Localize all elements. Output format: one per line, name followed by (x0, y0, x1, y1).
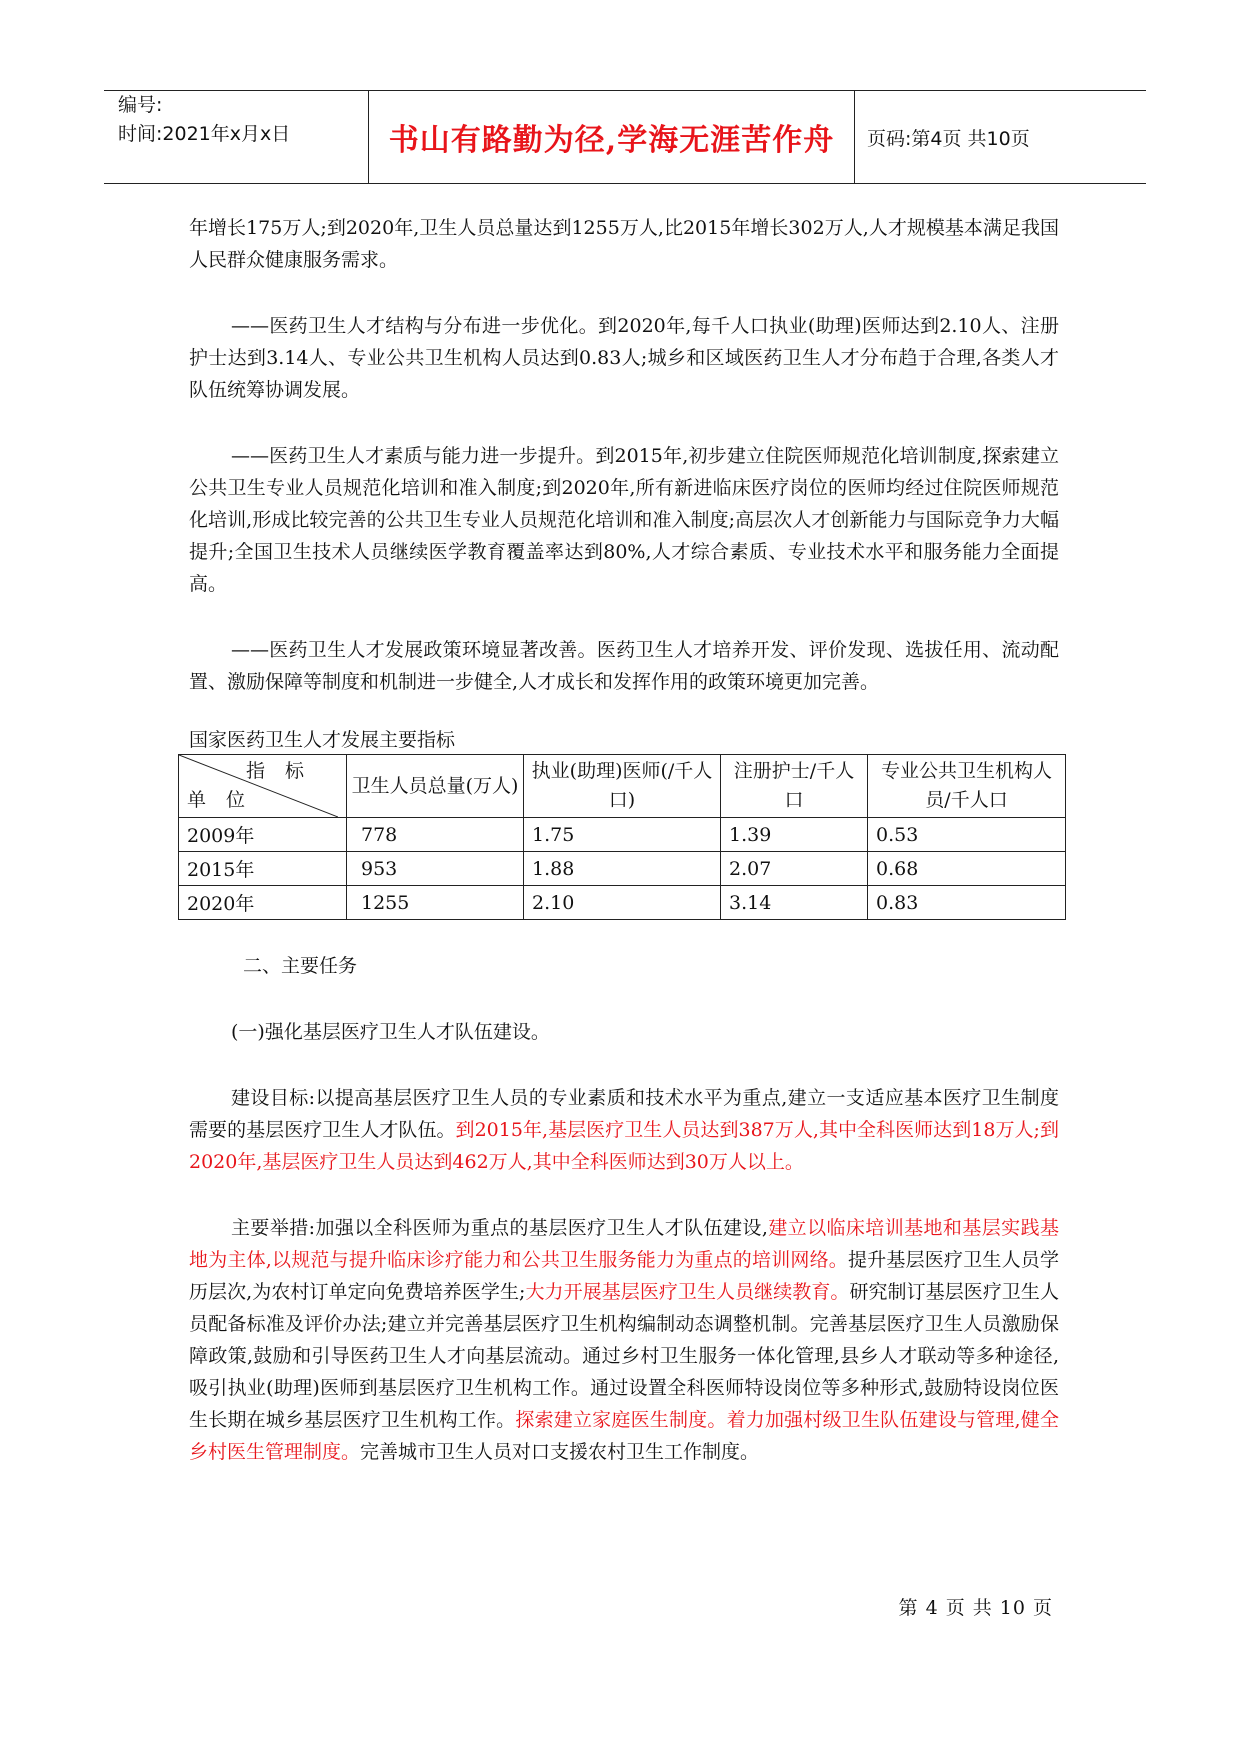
table-cell: 778 (347, 818, 524, 852)
goal-paragraph (189, 1082, 1059, 1178)
table-title: 国家医药卫生人才发展主要指标 (189, 729, 456, 751)
paragraph-3: ——医药卫生人才素质与能力进一步提升。到2015年,初步建立住院医师规范化培训制度,探索建立公共卫生专业人员规范化培训和准入制度;到2020年,所有新进临床医疗岗位的医师均经过住院医师规范化培训,形成比较完善的公共卫生专业人员规范化培训和准入制度;高层次人才创新能力与国际竞争力大幅提升;全国卫生技术人员继续医学教育覆盖率达到80%,人才综合素质、专业技术水平和服务能力全面提高。 (189, 445, 1059, 595)
table-header-cell: 专业公共卫生机构人员/千人口 (868, 755, 1066, 818)
serial-label: 编号: (118, 94, 163, 116)
table-header-cell: 注册护士/千人口 (721, 755, 868, 818)
measure-highlight: 建立以临床培训基地和基层实践基地为主体,以规范与提升临床诊疗能力和公共卫生服务能力为重点的培训网络。 (189, 1217, 1059, 1271)
goal-text: 建设目标:以提高基层医疗卫生人员的专业素质和技术水平为重点,建立一支适应基本医疗卫生制度需要的基层医疗卫生人才队伍。 (189, 1087, 1059, 1141)
measure-text: 完善城市卫生人员对口支援农村卫生工作制度。 (360, 1441, 760, 1463)
paragraph-4: ——医药卫生人才发展政策环境显著改善。医药卫生人才培养开发、评价发现、选拔任用、流动配置、激励保障等制度和机制进一步健全,人才成长和发挥作用的政策环境更加完善。 (189, 639, 1059, 693)
table-corner-cell (179, 755, 347, 818)
motto: 书山有路勤为径,学海无涯苦作舟 (368, 91, 855, 183)
measure-text: 提升基层医疗卫生人员学历层次,为农村订单定向免费培养医学生; (189, 1249, 1059, 1303)
table-cell: 0.83 (868, 886, 1066, 920)
page-label: 页码:第4页 共10页 (867, 127, 1030, 150)
table-cell: 2.07 (721, 852, 868, 886)
table-cell: 0.53 (868, 818, 1066, 852)
corner-bottom-label: 单位 (187, 789, 266, 811)
measures-paragraph (189, 1212, 1059, 1468)
table-cell: 1.39 (721, 818, 868, 852)
paragraph-1: 年增长175万人;到2020年,卫生人员总量达到1255万人,比2015年增长302万人,人才规模基本满足我国人民群众健康服务需求。 (189, 217, 1059, 271)
measure-highlight: 大力开展基层医疗卫生人员继续教育。 (525, 1281, 850, 1303)
table-cell: 2020年 (179, 886, 347, 920)
table-header-cell: 执业(助理)医师(/千人口) (524, 755, 721, 818)
table-cell: 3.14 (721, 886, 868, 920)
table-row (179, 818, 1066, 852)
table-header-cell: 卫生人员总量(万人) (347, 755, 524, 818)
table-cell: 953 (347, 852, 524, 886)
measure-text: 研究制订基层医疗卫生人员配备标准及评价办法;建立并完善基层医疗卫生机构编制动态调整机制。完善基层医疗卫生人员激励保障政策,鼓励和引导医药卫生人才向基层流动。通过乡村卫生服务一体化管理,县乡人才联动等多种途径,吸引执业(助理)医师到基层医疗卫生机构工作。通过设置全科医师特设岗位等多种形式,鼓励特设岗位医生长期在城乡基层医疗卫生机构工作。 (189, 1281, 1059, 1431)
header-left-cell (104, 91, 368, 183)
table-row (179, 886, 1066, 920)
table-cell: 2015年 (179, 852, 347, 886)
section-heading: 二、主要任务 (243, 955, 358, 977)
page-header (104, 90, 1146, 184)
document-body (189, 212, 1059, 1468)
table-cell: 1255 (347, 886, 524, 920)
corner-top-label: 指标 (245, 760, 324, 782)
measure-text: 主要举措:加强以全科医师为重点的基层医疗卫生人才队伍建设, (231, 1217, 768, 1239)
table-cell: 2009年 (179, 818, 347, 852)
indicator-table (178, 754, 1066, 920)
table-header-row (179, 755, 1066, 818)
subsection-heading: (一)强化基层医疗卫生人才队伍建设。 (231, 1021, 550, 1043)
table-cell: 1.88 (524, 852, 721, 886)
goal-highlight: 到2015年,基层医疗卫生人员达到387万人,其中全科医师达到18万人;到2020年,基层医疗卫生人员达到462万人,其中全科医师达到30万人以上。 (189, 1119, 1059, 1173)
paragraph-2: ——医药卫生人才结构与分布进一步优化。到2020年,每千人口执业(助理)医师达到2.10人、注册护士达到3.14人、专业公共卫生机构人员达到0.83人;城乡和区域医药卫生人才分布趋于合理,各类人才队伍统筹协调发展。 (189, 315, 1059, 401)
time-label: 时间:2021年x月x日 (118, 123, 291, 145)
table-row (179, 852, 1066, 886)
table-cell: 0.68 (868, 852, 1066, 886)
table-cell: 1.75 (524, 818, 721, 852)
table-cell: 2.10 (524, 886, 721, 920)
measure-highlight: 探索建立家庭医生制度。着力加强村级卫生队伍建设与管理,健全乡村医生管理制度。 (189, 1409, 1059, 1463)
page-footer: 第 4 页 共 10 页 (898, 1597, 1053, 1619)
